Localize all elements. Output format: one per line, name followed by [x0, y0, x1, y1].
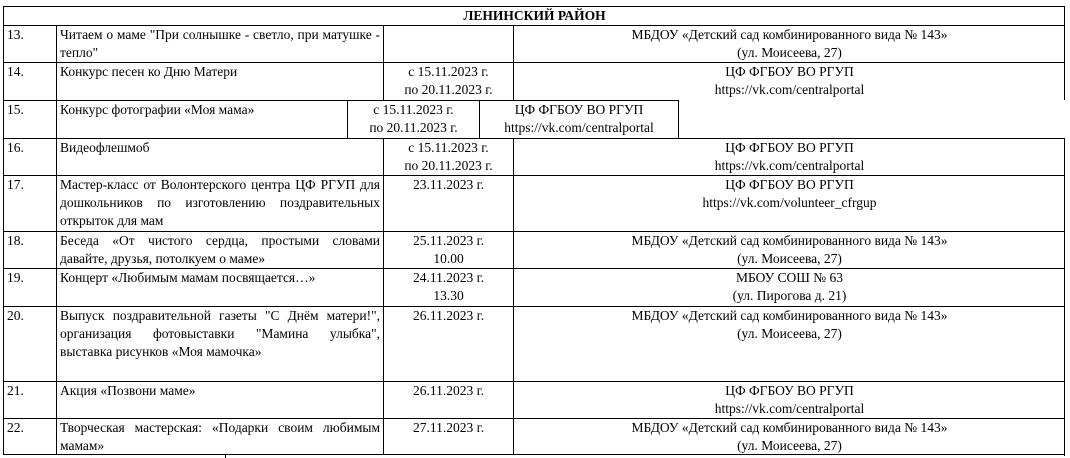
event-place: ЦФ ФГБОУ ВО РГУП https://vk.com/volunteer_cfrgup	[513, 175, 1065, 231]
row-number: 17.	[3, 175, 56, 231]
event-place: МБДОУ «Детский сад комбинированного вида № 143» (ул. Моисеева, 27)	[513, 25, 1065, 62]
event-date: 25.11.2023 г. 10.00	[383, 231, 513, 268]
row-number: 19.	[3, 268, 56, 306]
event-name: Читаем о маме "При солнышке - светло, при матушке - тепло"	[56, 25, 383, 62]
event-date: 24.11.2023 г. 13.30	[383, 268, 513, 306]
row-number: 21.	[3, 381, 56, 418]
table-right-border-top	[1064, 6, 1065, 100]
row-number: 20.	[3, 306, 56, 381]
row-number: 13.	[3, 25, 56, 62]
event-name: Конкурс фотографии «Моя мама»	[56, 100, 347, 138]
event-name: Беседа «От чистого сердца, простыми словами давайте, друзья, потолкуем о маме»	[56, 231, 383, 268]
event-date: 26.11.2023 г.	[383, 381, 513, 418]
row-number: 16.	[3, 138, 56, 175]
event-name: Творческая мастерская: «Подарки своим любимым мамам»	[56, 418, 383, 455]
table-right-border-bottom	[1064, 138, 1065, 456]
event-name: Концерт «Любимым мамам посвящается…»	[56, 268, 383, 306]
event-date	[383, 25, 513, 62]
event-place: МБДОУ «Детский сад комбинированного вида № 143» (ул. Моисеева, 27)	[513, 418, 1065, 455]
event-place: МБДОУ «Детский сад комбинированного вида № 143» (ул. Моисеева, 27)	[513, 306, 1065, 381]
event-place: ЦФ ФГБОУ ВО РГУП https://vk.com/centralportal	[513, 381, 1065, 418]
event-name: Видеофлешмоб	[56, 138, 383, 175]
event-name: Конкурс песен ко Дню Матери	[56, 62, 383, 100]
section-title: ЛЕНИНСКИЙ РАЙОН	[3, 6, 1065, 25]
event-name: Выпуск поздравительной газеты "С Днём матери!", организация фотовыставки "Мамина улыбка", выставка рисунков «Моя мамочка»	[56, 306, 383, 381]
event-place: ЦФ ФГБОУ ВО РГУП https://vk.com/centralportal	[513, 62, 1065, 100]
event-place: МБОУ СОШ № 63 (ул. Пирогова д. 21)	[513, 268, 1065, 306]
row-number: 14.	[3, 62, 56, 100]
row-number: 22.	[3, 418, 56, 455]
event-place: МБДОУ «Детский сад комбинированного вида № 143» (ул. Моисеева, 27)	[513, 231, 1065, 268]
event-date: 23.11.2023 г.	[383, 175, 513, 231]
event-date: с 15.11.2023 г. по 20.11.2023 г.	[383, 62, 513, 100]
event-date: с 15.11.2023 г. по 20.11.2023 г.	[347, 100, 479, 138]
event-name: Акция «Позвони маме»	[56, 381, 383, 418]
row-number: 15.	[3, 100, 56, 138]
event-name: Мастер-класс от Волонтерского центра ЦФ РГУП для дошкольников по изготовлению поздравительных открыток для мам	[56, 175, 383, 231]
event-place: ЦФ ФГБОУ ВО РГУП https://vk.com/centralportal	[513, 138, 1065, 175]
event-place: ЦФ ФГБОУ ВО РГУП https://vk.com/centralportal	[479, 100, 679, 138]
event-date: 26.11.2023 г.	[383, 306, 513, 381]
event-date: с 15.11.2023 г. по 20.11.2023 г.	[383, 138, 513, 175]
row16-top-border	[679, 138, 1065, 139]
event-date: 27.11.2023 г.	[383, 418, 513, 455]
row-number: 18.	[3, 231, 56, 268]
